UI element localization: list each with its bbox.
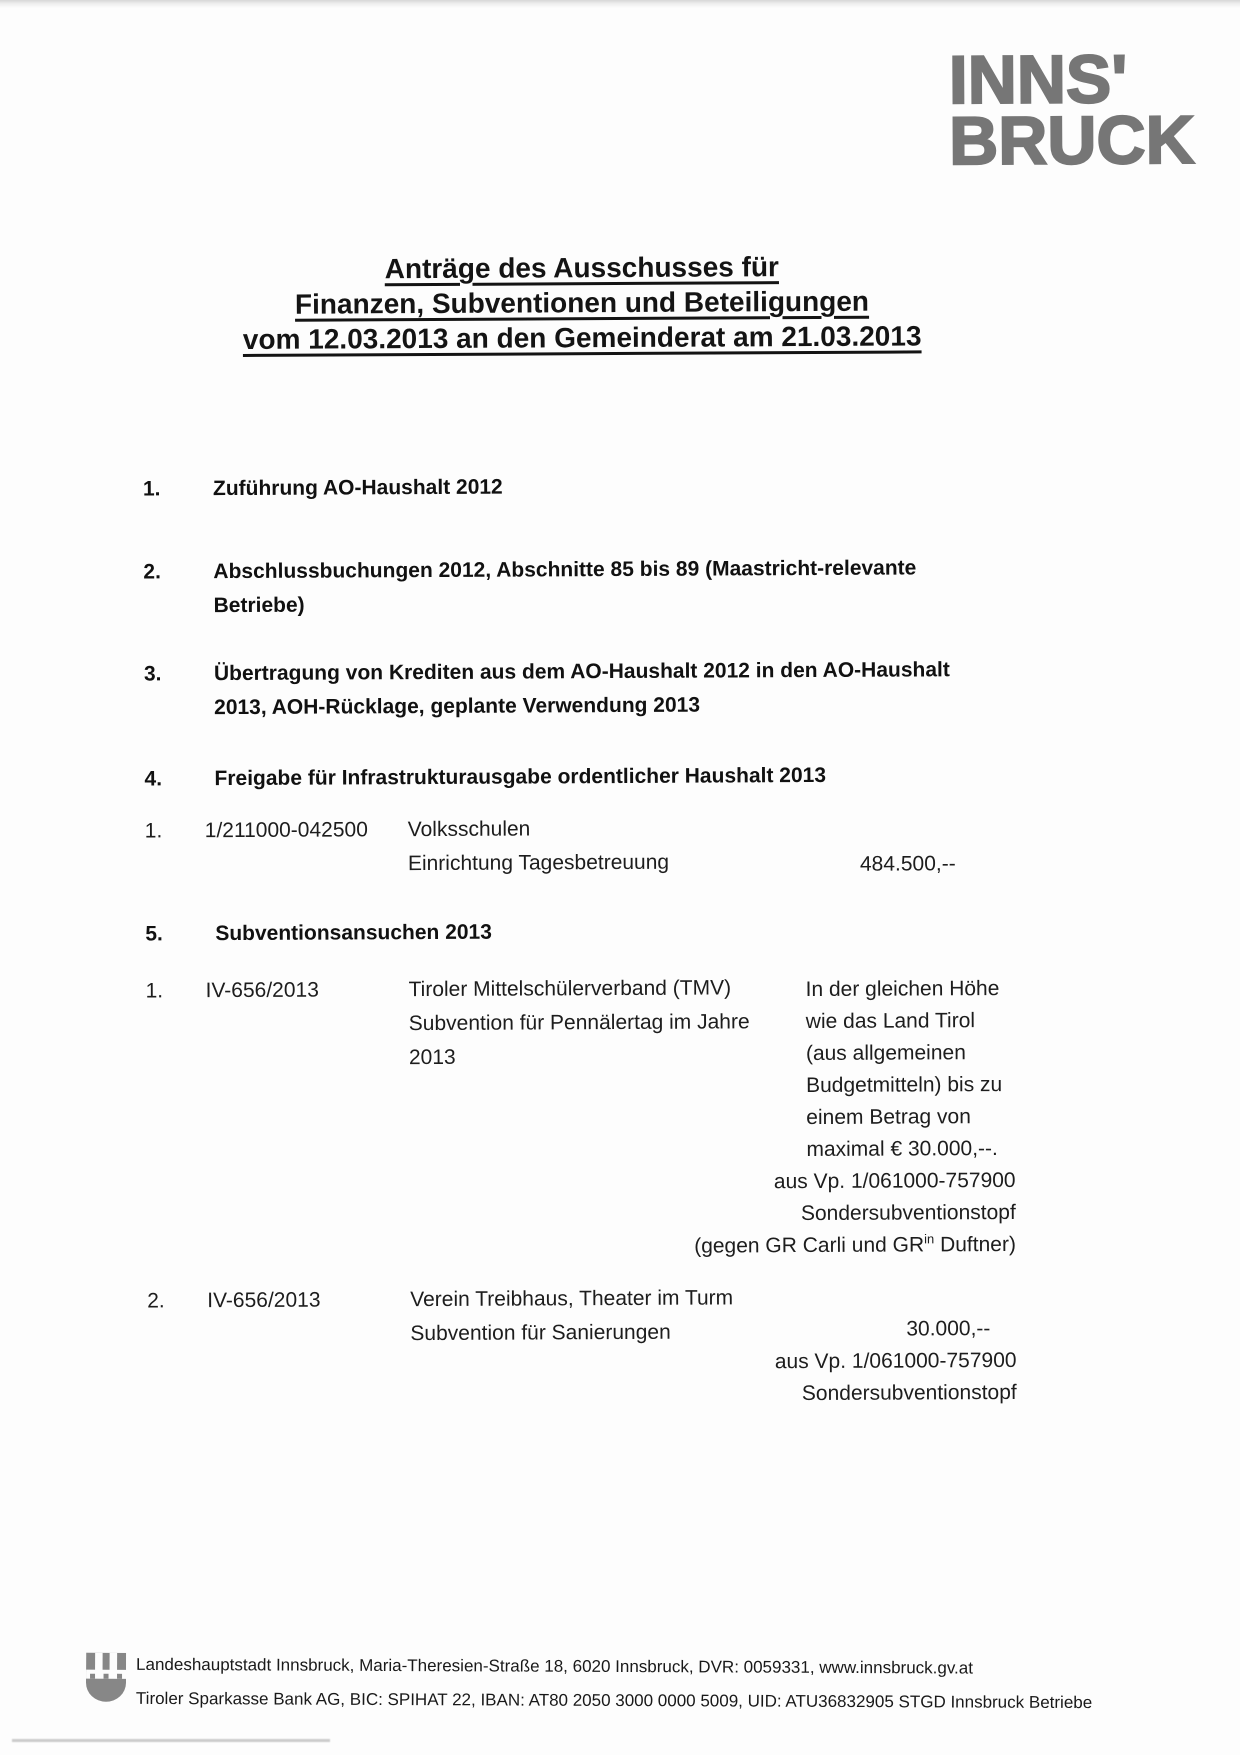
item-text: Zuführung AO-Haushalt 2012	[212, 475, 503, 501]
funding-source-line: aus Vp. 1/061000-757900	[773, 1168, 1016, 1194]
item-number: 5.	[145, 922, 163, 946]
item-text-line-1: Abschlussbuchungen 2012, Abschnitte 85 bis 89 (Maastricht-relevante	[213, 556, 917, 584]
item-5-sub-2-decision-note	[650, 1313, 1016, 1411]
footer-address-line: Landeshauptstadt Innsbruck, Maria-Theresien-Straße 18, 6020 Innsbruck, DVR: 0059331, www.innsbruck.gv.at	[136, 1654, 974, 1678]
sub-item-desc-line-2: Einrichtung Tagesbetreuung	[407, 850, 670, 876]
note-line: Budgetmitteln) bis zu	[806, 1073, 1003, 1098]
superscript-in: in	[924, 1231, 935, 1247]
item-number: 2.	[143, 560, 161, 584]
title-line-2: Finanzen, Subventionen und Beteiligungen	[294, 285, 870, 320]
item-text-line-2: 2013, AOH-Rücklage, geplante Verwendung 2013	[214, 693, 701, 720]
sub-item-desc-line-1: Tiroler Mittelschülerverband (TMV)	[408, 976, 732, 1002]
funding-pot-line: Sondersubventionstopf	[801, 1380, 1017, 1406]
funding-pot-line: Sondersubventionstopf	[800, 1200, 1016, 1226]
logo-line-1: INNS'	[948, 41, 1128, 119]
document-footer	[0, 1647, 1240, 1720]
note-line: einem Betrag von	[806, 1105, 971, 1130]
note-line: (aus allgemeinen	[805, 1041, 966, 1066]
agenda-item-4	[144, 758, 974, 796]
file-reference: IV-656/2013	[207, 1288, 321, 1313]
item-number: 1.	[142, 477, 161, 501]
innsbruck-logo	[948, 41, 1195, 180]
funding-source-line: aus Vp. 1/061000-757900	[774, 1348, 1017, 1374]
agenda-item-1	[143, 468, 973, 506]
agenda-item-5	[145, 913, 975, 951]
note-line: maximal € 30.000,--.	[806, 1137, 998, 1162]
amount-value: 30.000,--	[906, 1317, 991, 1341]
item-5-sub-1-decision-note	[649, 973, 1017, 1263]
innsbruck-coat-of-arms-icon	[86, 1653, 126, 1715]
sub-item-desc-line-2: Subvention für Pennälertag im Jahre	[408, 1010, 750, 1036]
scan-artifact-bottom-line	[12, 1739, 330, 1742]
note-line: In der gleichen Höhe	[805, 977, 1000, 1002]
note-line: wie das Land Tirol	[805, 1009, 976, 1034]
item-number: 4.	[144, 767, 163, 791]
agenda-item-2	[143, 551, 973, 623]
agenda-item-4-sub-1	[144, 811, 956, 882]
item-text: Subventionsansuchen 2013	[215, 920, 492, 946]
sub-item-desc-line-3: 2013	[408, 1045, 456, 1070]
sub-item-number: 2.	[147, 1289, 165, 1313]
logo-line-2: BRUCK	[948, 101, 1195, 180]
item-text-line-1: Übertragung von Krediten aus dem AO-Haushalt 2012 in den AO-Haushalt	[213, 658, 950, 686]
sub-item-desc-line-2: Subvention für Sanierungen	[410, 1320, 671, 1346]
agenda-item-3	[144, 653, 974, 725]
sub-item-number: 1.	[144, 819, 163, 843]
title-line-3: vom 12.03.2013 an den Gemeinderat am 21.03.2013	[242, 320, 922, 355]
footer-bank-line: Tiroler Sparkasse Bank AG, BIC: SPIHAT 22, IBAN: AT80 2050 3000 0000 5009, UID: ATU36832905 STGD Innsbruck Betriebe	[135, 1688, 1093, 1713]
amount-value: 484.500,--	[859, 852, 956, 876]
file-reference: IV-656/2013	[205, 978, 319, 1003]
sub-item-number: 1.	[145, 979, 164, 1003]
document-title	[177, 248, 988, 357]
item-text: Freigabe für Infrastrukturausgabe ordentlicher Haushalt 2013	[214, 763, 827, 791]
title-line-1: Anträge des Ausschusses für	[384, 251, 779, 285]
sub-item-desc-line-1: Volksschulen	[407, 817, 531, 842]
item-number: 3.	[143, 662, 162, 686]
dissent-note-line: (gegen GR Carli und $GR^{in}$ Duftner)	[694, 1231, 1016, 1258]
budget-reference: 1/211000-042500	[204, 818, 368, 843]
sub-item-desc-line-1: Verein Treibhaus, Theater im Turm	[410, 1286, 734, 1312]
item-text-line-2: Betriebe)	[213, 593, 305, 618]
